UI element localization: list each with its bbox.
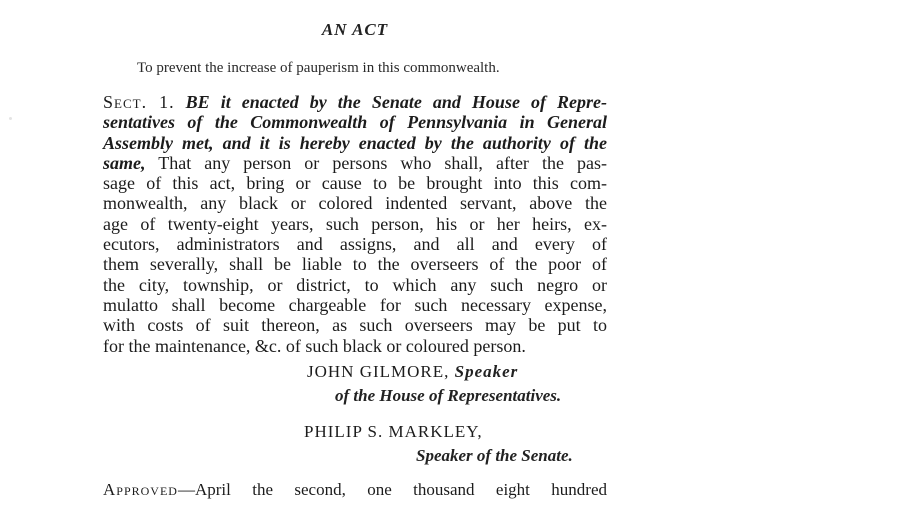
approval-line — [103, 480, 607, 500]
signatory-role-line: Speaker of the Senate. — [416, 446, 573, 465]
signature-house-speaker — [307, 362, 518, 382]
enacting-clause-text: same, — [103, 152, 146, 173]
signatory-role-line: of the House of Representatives. — [335, 386, 562, 405]
section-line: sage of this act, bring or cause to be brought into this com- — [103, 173, 607, 194]
approved-label: Approved — [103, 480, 178, 499]
section-line: for the maintenance, &c. of such black or coloured person. — [103, 335, 526, 356]
signatory-role: Speaker — [454, 362, 519, 381]
section-line: mulatto shall become chargeable for such necessary expense, — [103, 294, 607, 315]
enacting-clause-text: Assembly met, and it is hereby enacted by the authority of the — [103, 132, 607, 153]
section-line — [103, 153, 607, 173]
act-subtitle: To prevent the increase of pauperism in this commonwealth. — [137, 60, 500, 76]
signatory-name: JOHN GILMORE, — [307, 362, 450, 381]
section-line: age of twenty-eight years, such person, his or her heirs, ex- — [103, 213, 607, 234]
section-line — [103, 92, 607, 112]
enacting-clause-text: BE it enacted by the Senate and House of Repre- — [185, 92, 607, 112]
section-line — [103, 112, 607, 132]
section-line: the city, township, or district, to which any such negro or — [103, 274, 607, 295]
signature-senate-speaker: PHILIP S. MARKLEY, — [304, 422, 483, 441]
enacting-clause-text: sentatives of the Commonwealth of Pennsylvania in General — [103, 112, 607, 133]
section-line: with costs of suit thereon, as such overseers may be put to — [103, 315, 607, 336]
body-text-segment: That any person or persons who shall, after the pas- — [145, 152, 607, 173]
section-one — [103, 92, 607, 356]
section-line: ecutors, administrators and assigns, and all and every of — [103, 234, 607, 255]
section-line: them severally, shall be liable to the overseers of the poor of — [103, 254, 607, 275]
section-line: monwealth, any black or colored indented servant, above the — [103, 193, 607, 214]
section-line — [103, 133, 607, 153]
approved-date: —April the second, one thousand eight hundred — [177, 480, 607, 499]
scan-speck — [9, 117, 12, 120]
act-heading: AN ACT — [321, 20, 389, 39]
section-label: Sect. 1. — [103, 92, 175, 112]
